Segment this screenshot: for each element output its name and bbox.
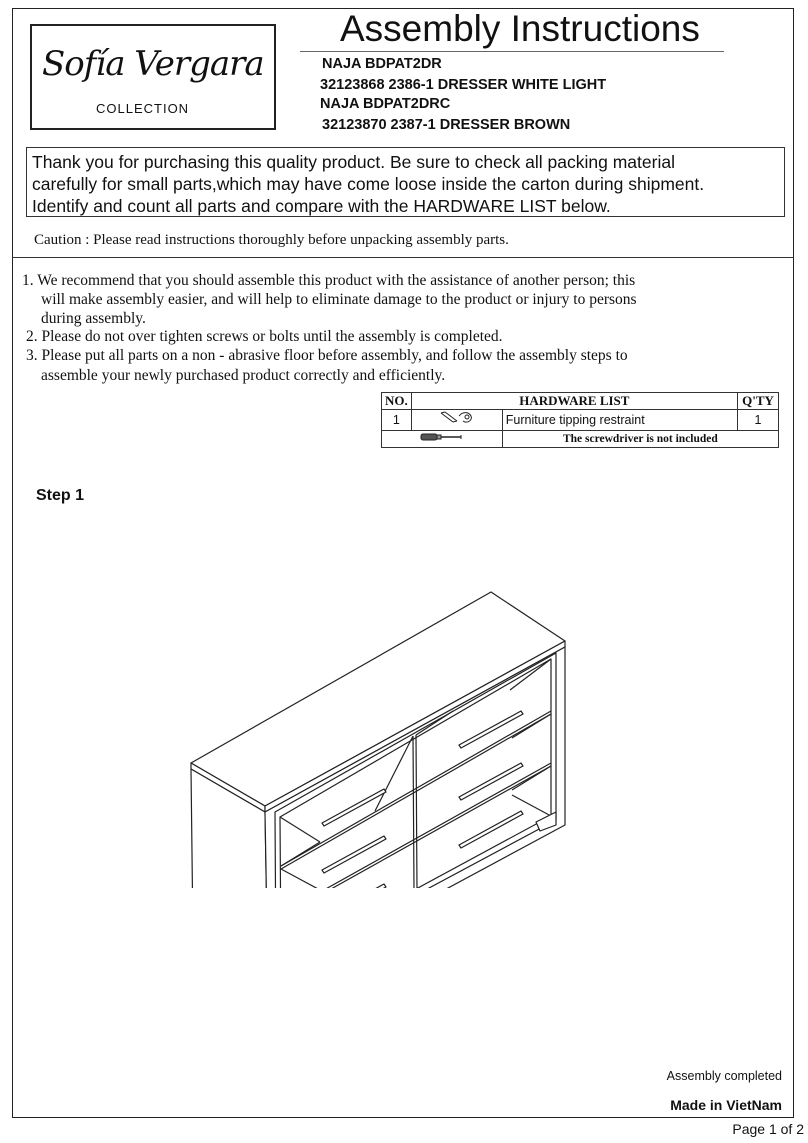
note-1-cont: during assembly. [41,310,146,327]
model-line-4: 32123870 2387-1 DRESSER BROWN [322,117,571,133]
hardware-table [381,392,779,448]
screwdriver-icon [419,431,465,443]
made-in: Made in VietNam [670,1097,782,1113]
item-name: Furniture tipping restraint [502,410,737,431]
note-2: 2. Please do not over tighten screws or bolts until the assembly is completed. [26,328,503,345]
notice-line: carefully for small parts,which may have come loose inside the carton during shipment. [32,174,705,194]
step-heading: Step 1 [36,487,85,504]
tipping-restraint-icon [437,410,477,426]
note-1: 1. We recommend that you should assemble this product with the assistance of another person; this [22,272,636,289]
title-divider [300,51,724,52]
col-hardware-list: HARDWARE LIST [411,393,737,410]
divider [12,257,794,258]
assembly-completed: Assembly completed [666,1069,782,1083]
col-no: NO. [382,393,412,410]
dresser-illustration [185,588,575,888]
notice-box [26,147,785,217]
note-3: 3. Please put all parts on a non - abrasive floor before assembly, and follow the assembly steps to [26,347,628,364]
tool-note: The screwdriver is not included [502,431,778,448]
model-line-1: NAJA BDPAT2DR [322,56,442,72]
logo-brand: Sofía Vergara [42,44,264,84]
item-qty: 1 [738,410,779,431]
screwdriver-icon-cell [382,431,503,448]
model-line-3: NAJA BDPAT2DRC [320,96,451,112]
restraint-icon-cell [411,410,502,431]
logo-sub: COLLECTION [96,101,190,116]
note-3-cont: assemble your newly purchased product correctly and efficiently. [41,367,446,384]
caution-text: Caution : Please read instructions thoroughly before unpacking assembly parts. [34,232,509,248]
page-number: Page 1 of 2 [732,1121,804,1137]
item-no: 1 [382,410,412,431]
notice-line: Thank you for purchasing this quality product. Be sure to check all packing material [32,152,675,172]
model-line-2: 32123868 2386-1 DRESSER WHITE LIGHT [320,77,607,93]
page-title: Assembly Instructions [340,8,700,49]
note-1-cont: will make assembly easier, and will help to eliminate damage to the product or injury to persons [41,291,637,308]
notice-line: Identify and count all parts and compare with the HARDWARE LIST below. [32,196,611,216]
col-qty: Q'TY [738,393,779,410]
